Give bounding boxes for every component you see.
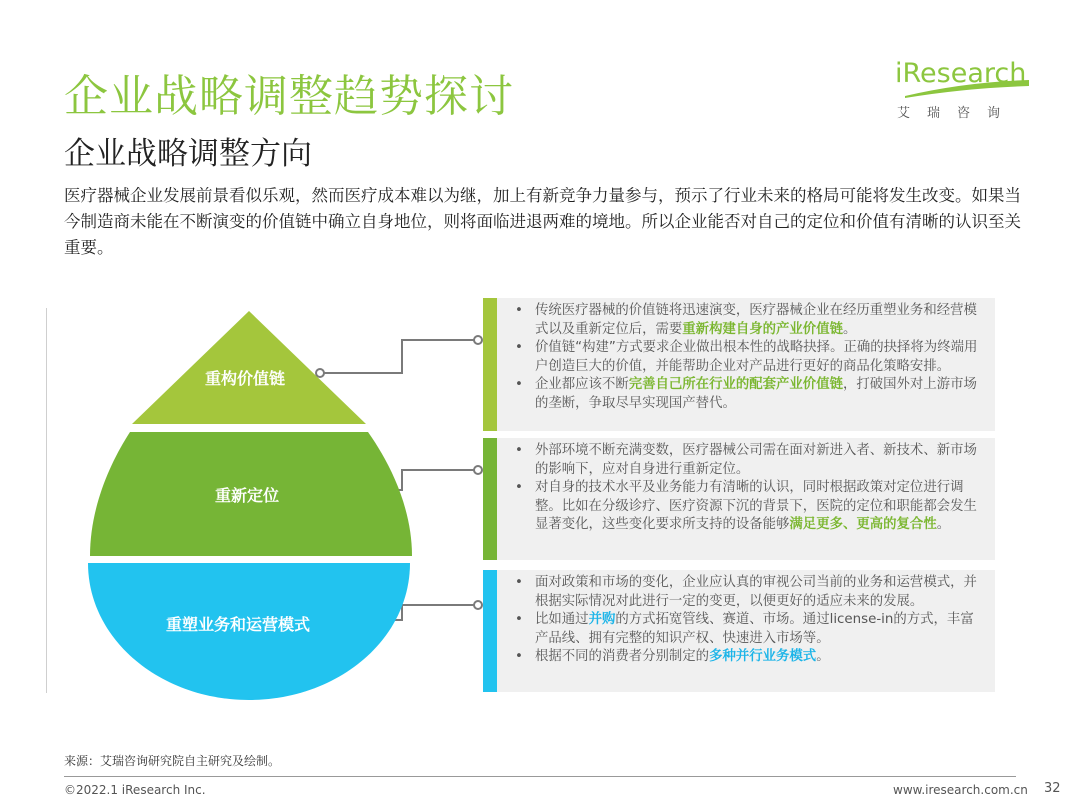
accent-bar xyxy=(483,438,497,560)
bullet-icon: • xyxy=(515,480,523,495)
website-link[interactable]: www.iresearch.com.cn xyxy=(893,783,1028,797)
list-item: • 面对政策和市场的变化，企业应认真的审视公司当前的业务和运营模式，并根据实际情况对此进行一定的变更，以便更好的适应未来的发展。 xyxy=(515,575,977,609)
bullet-icon: • xyxy=(515,649,523,664)
highlight-text: 重新构建自身的产业价值链 xyxy=(682,321,843,337)
bullet-list xyxy=(511,574,981,667)
list-item: • 传统医疗器械的价值链将迅速演变，医疗器械企业在经历重塑业务和经营模式以及重新定位后，需要重新构建自身的产业价值链。 xyxy=(515,303,977,337)
logo-subtitle: 艾瑞咨询 xyxy=(897,106,1018,121)
accent-bar xyxy=(483,570,497,692)
highlight-text: 满足更多、更高的复合性 xyxy=(789,517,937,532)
connector-top-start-dot xyxy=(316,369,324,377)
bullet-icon: • xyxy=(515,377,523,392)
bullet-list xyxy=(511,442,981,535)
page-title: 企业战略调整趋势探讨 xyxy=(64,71,514,122)
page-subtitle: 企业战略调整方向 xyxy=(64,136,312,172)
list-item: • 比如通过并购的方式拓宽管线、赛道、市场。通过license-in的方式，丰富产品线、拥有完整的知识产权、快速进入市场等。 xyxy=(515,612,974,646)
list-item: • 企业都应该不断完善自己所在行业的配套产业价值链，打破国外对上游市场的垄断，争取尽早实现国产替代。 xyxy=(515,377,977,411)
bullet-icon: • xyxy=(515,303,523,318)
bullet-icon: • xyxy=(515,340,523,355)
list-item: • 价值链“构建”方式要求企业做出根本性的战略抉择。正确的抉择将为终端用户创造巨大的价值，并能帮助企业对产品进行更好的商品化策略安排。 xyxy=(515,340,978,374)
bullet-list xyxy=(511,302,981,413)
label-repositioning: 重新定位 xyxy=(215,486,280,505)
highlight-text: 多种并行业务模式 xyxy=(709,649,817,664)
label-reshape-business-model: 重塑业务和运营模式 xyxy=(166,615,311,634)
bullet-icon: • xyxy=(515,575,523,590)
bullet-icon: • xyxy=(515,612,523,627)
text-box-business-model xyxy=(483,570,995,692)
logo-text: iResearch xyxy=(895,58,1027,89)
connector-top-end-dot xyxy=(474,336,482,344)
source-note: 来源：艾瑞咨询研究院自主研究及绘制。 xyxy=(64,754,281,768)
highlight-text: 并购 xyxy=(588,612,616,627)
highlight-text: 完善自己所在行业的配套产业价值链 xyxy=(628,377,843,392)
connector-middle-end-dot xyxy=(474,466,482,474)
accent-bar xyxy=(483,298,497,431)
text-box-repositioning xyxy=(483,438,995,560)
text-box-value-chain xyxy=(483,298,995,431)
footer-divider xyxy=(64,776,1016,777)
page-number: 32 xyxy=(1044,781,1061,796)
bullet-icon: • xyxy=(515,443,523,458)
intro-paragraph: 医疗器械企业发展前景看似乐观，然而医疗成本难以为继，加上有新竞争力量参与，预示了行业未来的格局可能将发生改变。如果当今制造商未能在不断演变的价值链中确立自身地位，则将面临进退两难的境地。所以企业能否对自己的定位和价值有清晰的认识至关重要。 xyxy=(64,186,1021,257)
list-item: • 根据不同的消费者分别制定的多种并行业务模式。 xyxy=(511,648,981,667)
list-item: • 对自身的技术水平及业务能力有清晰的认识，同时根据政策对定位进行调整。比如在分级诊疗、医疗资源下沉的背景下，医院的定位和职能都会发生显著变化，这些变化要求所支持的设备能够满足更多、更高的复合性。 xyxy=(515,480,977,532)
list-item: • 外部环境不断充满变数，医疗器械公司需在面对新进入者、新技术、新市场的影响下，应对自身进行重新定位。 xyxy=(515,443,977,477)
connector-top xyxy=(320,340,478,373)
copyright-text: ©2022.1 iResearch Inc. xyxy=(64,783,206,797)
label-rebuild-value-chain: 重构价值链 xyxy=(205,369,286,388)
connector-bottom-end-dot xyxy=(474,601,482,609)
